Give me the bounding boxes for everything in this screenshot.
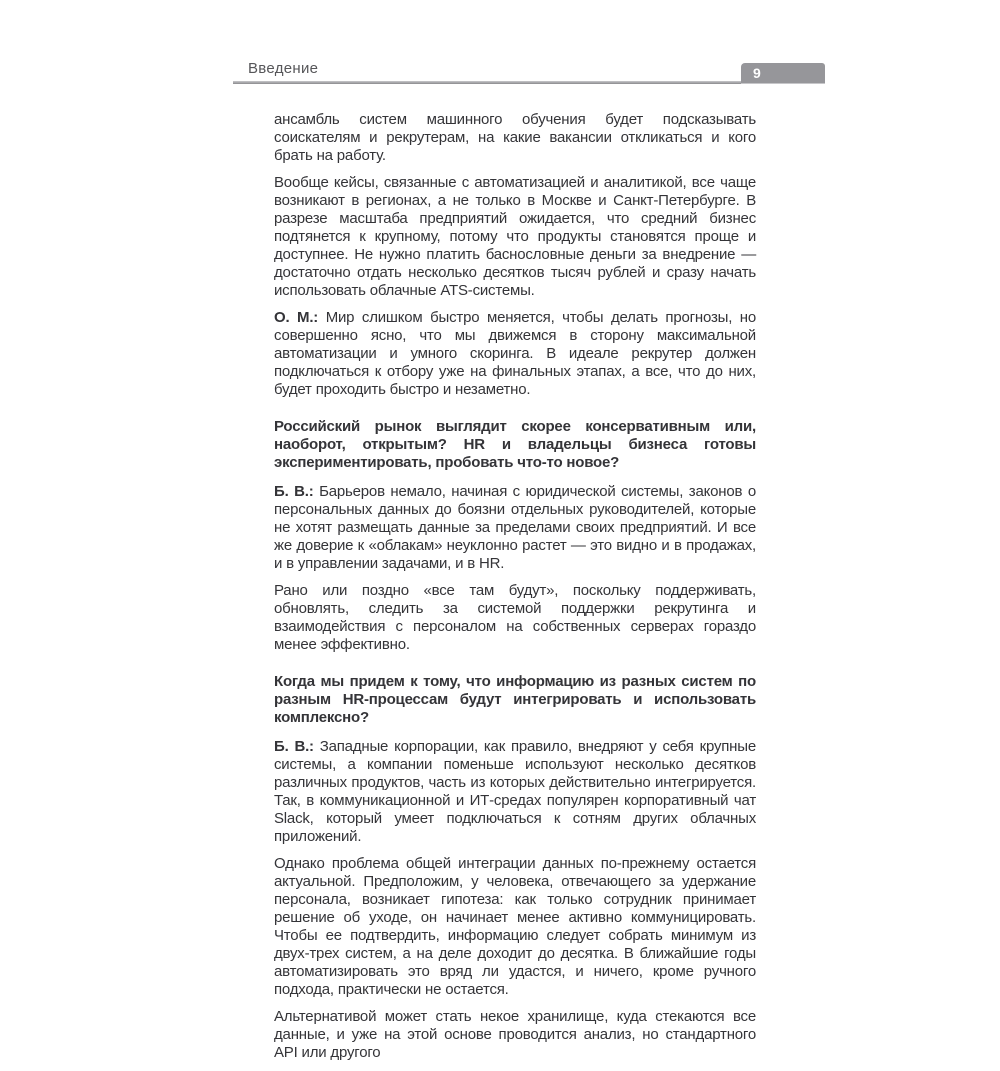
header-rule [233,81,825,84]
paragraph: Б. В.: Барьеров немало, начиная с юридической системы, законов о персональных данных до боязни отдельных руководителей, которые не хотят размещать данные за пределами своих предприятий. И все же доверие к «облакам» неуклонно растет — это видно и в продажах, и в управлении задачами, и в HR. [274,483,756,572]
chapter-title: Введение [248,60,319,77]
question-heading: Российский рынок выглядит скорее консервативным или, наоборот, открытым? HR и владельцы бизнеса готовы экспериментировать, пробовать что-то новое? [274,418,756,471]
speaker-label: Б. В.: [274,738,320,755]
paragraph: О. М.: Мир слишком быстро меняется, чтобы делать прогнозы, но совершенно ясно, что мы движемся в сторону максимальной автоматизации и умного скоринга. В идеале рекрутер должен подключаться к отбору уже на финальных этапах, а все, что до них, будет проходить быстро и незаметно. [274,309,756,398]
question-heading: Когда мы придем к тому, что информацию из разных систем по разным HR-процессам будут интегрировать и использовать комплексно? [274,673,756,726]
page-body [274,111,756,1071]
paragraph: Однако проблема общей интеграции данных по-прежнему остается актуальной. Предположим, у человека, отвечающего за удержание персонала, возникает гипотеза: как только сотрудник принимает решение об уходе, он начинает менее активно коммуницировать. Чтобы ее подтвердить, информацию следует собрать минимум из двух-трех систем, а на деле доходит до десятка. В ближайшие годы автоматизировать это вряд ли удастся, и ничего, кроме ручного подхода, практически не остается. [274,855,756,998]
running-header [233,58,825,84]
speaker-label: Б. В.: [274,483,320,500]
paragraph: Рано или поздно «все там будут», поскольку поддерживать, обновлять, следить за системой поддержки рекрутинга и взаимодействия с персоналом на собственных серверах гораздо менее эффективно. [274,582,756,653]
paragraph: ансамбль систем машинного обучения будет подсказывать соискателям и рекрутерам, на какие вакансии откликаться и кого брать на работу. [274,111,756,164]
paragraph: Б. В.: Западные корпорации, как правило, внедряют у себя крупные системы, а компании поменьше используют несколько десятков различных продуктов, часть из которых действительно интегрируется. Так, в коммуникационной и ИТ-средах популярен корпоративный чат Slack, который умеет подключаться к сотням других облачных приложений. [274,738,756,845]
speaker-label: О. М.: [274,309,326,326]
paragraph: Вообще кейсы, связанные с автоматизацией и аналитикой, все чаще возникают в регионах, а не только в Москве и Санкт-Петербурге. В разрезе масштаба предприятий ожидается, что средний бизнес подтянется к крупному, потому что продукты становятся проще и доступнее. Не нужно платить баснословные деньги за внедрение — достаточно отдать несколько десятков тысяч рублей и сразу начать использовать облачные ATS-системы. [274,174,756,299]
paragraph: Альтернативой может стать некое хранилище, куда стекаются все данные, и уже на этой основе проводится анализ, но стандартного API или другого [274,1008,756,1061]
page-number-badge: 9 [741,63,825,84]
